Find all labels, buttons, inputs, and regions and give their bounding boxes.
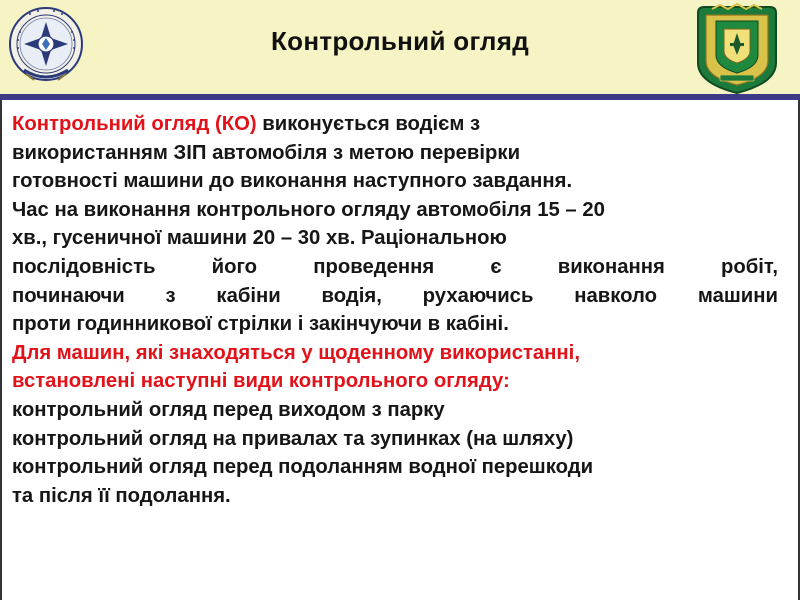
text-line-justified	[12, 282, 778, 311]
left-emblem-icon	[6, 4, 86, 90]
word: його	[211, 255, 258, 278]
text-line: Час на виконання контрольного огляду автомобіля 15 – 20	[12, 198, 605, 221]
right-emblem-icon	[690, 3, 784, 95]
text-line: проти годинникової стрілки і закінчуючи в кабіні.	[12, 313, 509, 336]
page-title: Контрольний огляд	[270, 26, 530, 56]
word: проведення	[313, 255, 435, 278]
header-bar	[0, 0, 800, 100]
text-line: контрольний огляд перед подоланням водної перешкоди	[12, 456, 594, 479]
highlight-term: Контрольний огляд (КО)	[12, 113, 257, 135]
highlight-line: встановлені наступні види контрольного огляду:	[12, 370, 510, 393]
word: робіт,	[720, 255, 778, 278]
highlight-line: Для машин, які знаходяться у щоденному використанні,	[12, 341, 580, 364]
text-line: хв., гусеничної машини 20 – 30 хв. Раціональною	[12, 227, 507, 250]
word: кабіни	[216, 284, 281, 307]
word: навколо	[574, 284, 658, 307]
word: водія,	[321, 284, 382, 307]
word: послідовність	[12, 255, 156, 278]
text-fragment: виконується водієм з	[256, 113, 481, 135]
text-line-justified	[12, 253, 778, 282]
word: рухаючись	[422, 284, 534, 307]
text-line: готовності машини до виконання наступного завдання.	[12, 170, 573, 193]
content-panel	[0, 100, 800, 600]
word: машини	[697, 284, 778, 307]
word: виконання	[557, 255, 665, 278]
text-line: використанням ЗІП автомобіля з метою перевірки	[12, 141, 521, 164]
word: є	[490, 255, 502, 278]
word: починаючи	[12, 284, 125, 307]
text-line: контрольний огляд на привалах та зупинках (на шляху)	[12, 427, 574, 450]
text-line	[12, 110, 788, 139]
text-line: контрольний огляд перед виходом з парку	[12, 398, 445, 421]
word: з	[165, 284, 176, 307]
body-text	[12, 110, 788, 510]
text-line: та після її подолання.	[12, 484, 231, 507]
